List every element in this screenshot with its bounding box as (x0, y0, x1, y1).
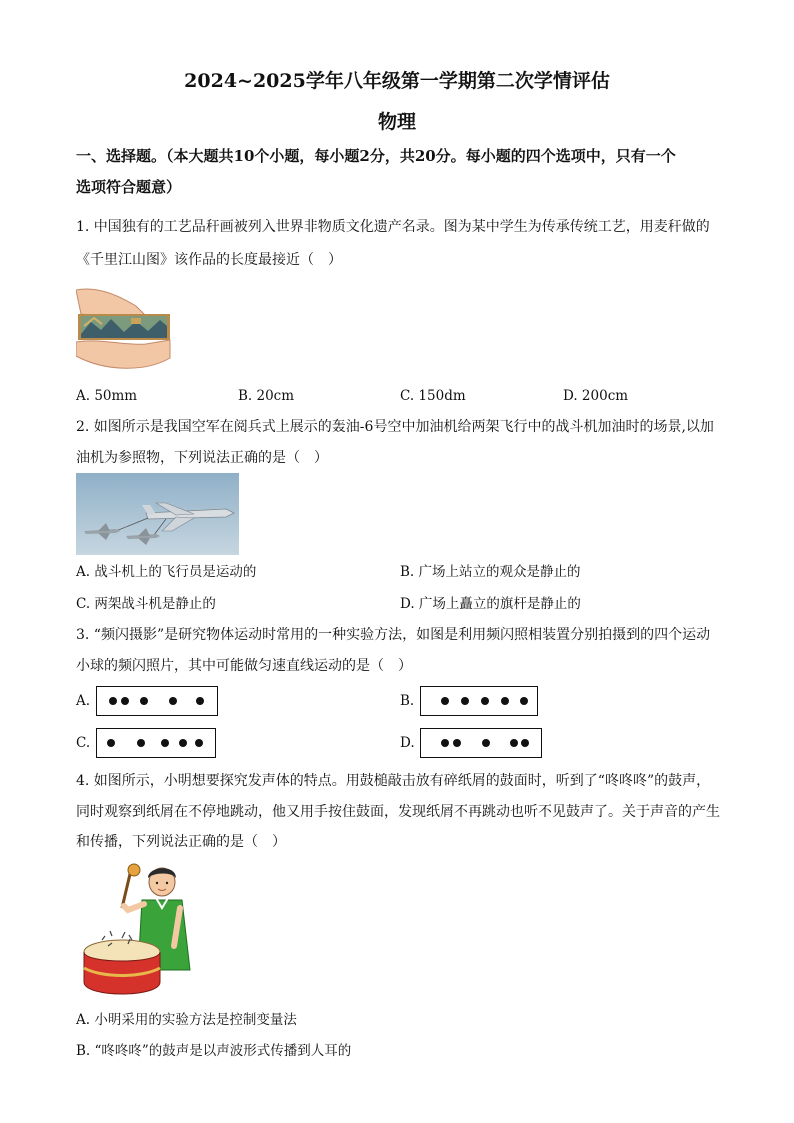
q2-option-c[interactable]: C. 两架战斗机是静止的 (76, 596, 216, 612)
ball-dot (121, 697, 129, 705)
ball-dot (161, 739, 169, 747)
ball-dot (179, 739, 187, 747)
ball-dot (107, 739, 115, 747)
q4-drum-boy-image (82, 860, 192, 1000)
q1-option-b[interactable]: B. 20cm (238, 388, 295, 404)
q2-option-b[interactable]: B. 广场上站立的观众是静止的 (400, 564, 581, 580)
q1-option-c[interactable]: C. 150dm (400, 388, 466, 404)
q2-stem-line2: 油机为参照物，下列说法正确的是（ ） (76, 450, 328, 466)
exam-title: 2024~2025学年八年级第一学期第二次学情评估 (184, 70, 610, 92)
q3-strobe-photo-a (96, 686, 218, 716)
q2-option-a[interactable]: A. 战斗机上的飞行员是运动的 (76, 564, 257, 580)
q3-label-a[interactable]: A. (76, 693, 91, 709)
ball-dot (169, 697, 177, 705)
q3-label-b[interactable]: B. (400, 693, 415, 709)
ball-dot (441, 697, 449, 705)
section-heading-line1: 一、选择题。（本大题共10个小题，每小题2分，共20分。每小题的四个选项中，只有一个 (76, 147, 676, 165)
ball-dot (109, 697, 117, 705)
ball-dot (453, 739, 461, 747)
subject-title: 物理 (377, 111, 416, 133)
ball-dot (441, 739, 449, 747)
q1-stem-line2: 《千里江山图》该作品的长度最接近（ ） (76, 252, 342, 268)
q3-stem-line2: 小球的频闪照片，其中可能做匀速直线运动的是（ ） (76, 658, 412, 674)
q2-refueling-aircraft-image (76, 473, 239, 555)
ball-dot (461, 697, 469, 705)
q3-stem-line1: 3. “频闪摄影”是研究物体运动时常用的一种实验方法，如图是利用频闪照相装置分别拍摄到的四个运动 (76, 627, 711, 643)
q4-stem-line3: 和传播，下列说法正确的是（ ） (76, 834, 286, 850)
q4-option-a[interactable]: A. 小明采用的实验方法是控制变量法 (76, 1012, 297, 1028)
ball-dot (137, 739, 145, 747)
q4-option-b[interactable]: B. “咚咚咚”的鼓声是以声波形式传播到人耳的 (76, 1043, 352, 1059)
ball-dot (521, 739, 529, 747)
q3-label-c[interactable]: C. (76, 735, 91, 751)
q1-option-a[interactable]: A. 50mm (76, 388, 138, 404)
ball-dot (520, 697, 528, 705)
q3-strobe-photo-b (420, 686, 538, 716)
ball-dot (196, 697, 204, 705)
q1-option-d[interactable]: D. 200cm (563, 388, 629, 404)
q4-stem-line2: 同时观察到纸屑在不停地跳动，他又用手按住鼓面，发现纸屑不再跳动也听不见鼓声了。关于声音的产生 (76, 804, 720, 820)
q3-strobe-photo-d (420, 728, 542, 758)
q3-label-d[interactable]: D. (400, 735, 415, 751)
section-heading-line2: 选项符合题意） (76, 178, 182, 196)
q4-stem-line1: 4. 如图所示，小明想要探究发声体的特点。用鼓槌敲击放有碎纸屑的鼓面时，听到了“咚咚咚”的鼓声， (76, 773, 711, 789)
ball-dot (501, 697, 509, 705)
ball-dot (510, 739, 518, 747)
ball-dot (481, 697, 489, 705)
q1-straw-painting-image (76, 286, 171, 372)
q3-strobe-photo-c (96, 728, 216, 758)
q1-stem-line1: 1. 中国独有的工艺品秆画被列入世界非物质文化遗产名录。图为某中学生为传承传统工艺，用麦秆做的 (76, 219, 710, 235)
q2-stem-line1: 2. 如图所示是我国空军在阅兵式上展示的轰油-6号空中加油机给两架飞行中的战斗机加油时的场景,以加 (76, 419, 714, 435)
q2-option-d[interactable]: D. 广场上矗立的旗杆是静止的 (400, 596, 581, 612)
ball-dot (140, 697, 148, 705)
ball-dot (482, 739, 490, 747)
ball-dot (195, 739, 203, 747)
